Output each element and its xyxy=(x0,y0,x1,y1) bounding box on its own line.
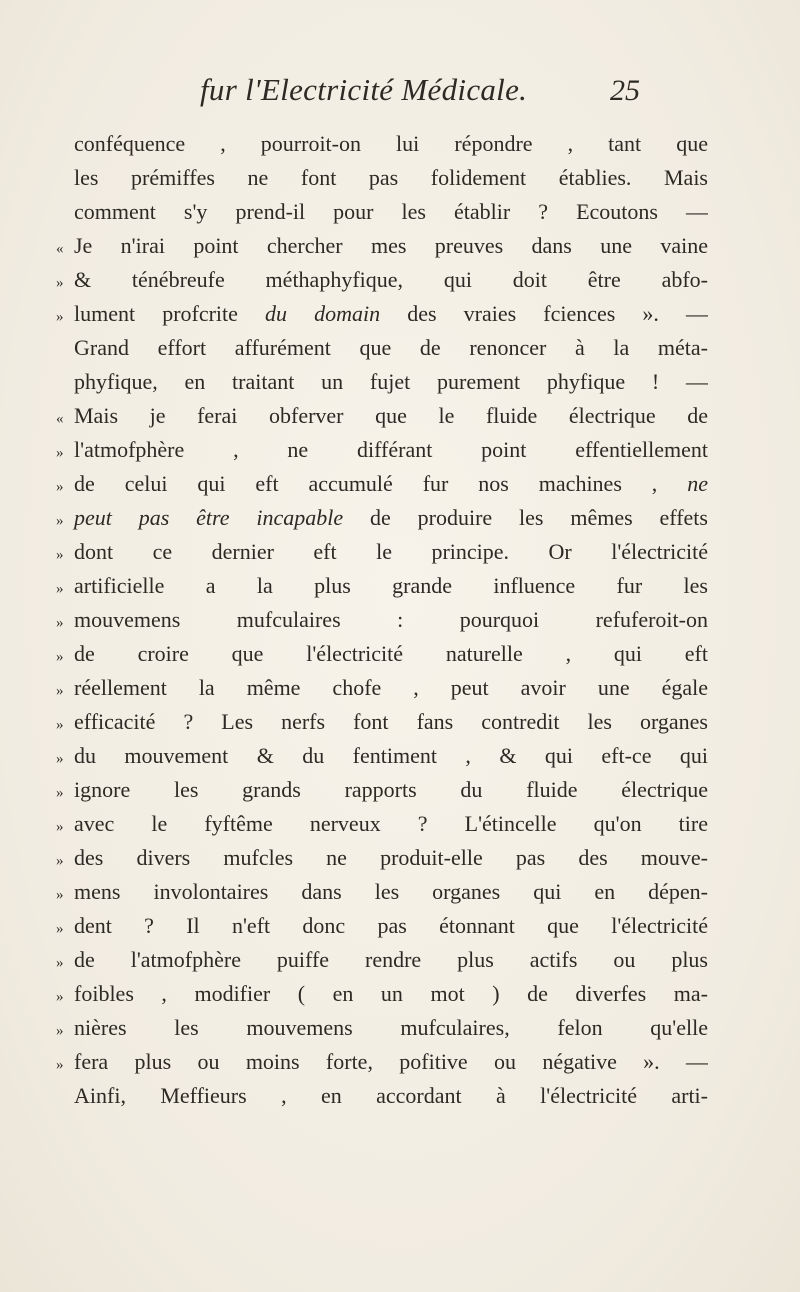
body-text xyxy=(56,127,708,1113)
quote-mark: » xyxy=(56,615,64,631)
line-text: du mouvement & du fentiment , & qui eft-ce qui xyxy=(74,743,708,768)
text-line xyxy=(56,603,708,637)
italic-text: peut pas être incapable xyxy=(74,505,344,530)
line-text: lument profcrite xyxy=(74,301,266,326)
quote-mark: » xyxy=(56,751,64,767)
line-text: fera plus ou moins forte, pofitive ou négative ». — xyxy=(74,1049,708,1074)
line-text: ignore les grands rapports du fluide électrique xyxy=(74,777,708,802)
line-text: des vraies fciences ». — xyxy=(380,301,708,326)
line-text: artificielle a la plus grande influence fur les xyxy=(74,573,708,598)
quote-mark: » xyxy=(56,819,64,835)
quote-mark: « xyxy=(56,241,64,257)
quote-mark: » xyxy=(56,1057,64,1073)
line-text: de l'atmofphère puiffe rendre plus actifs ou plus xyxy=(74,947,708,972)
line-text: efficacité ? Les nerfs font fans contredit les organes xyxy=(74,709,708,734)
quote-mark: » xyxy=(56,887,64,903)
quote-mark: » xyxy=(56,513,64,529)
text-line xyxy=(56,365,708,399)
line-text: nières les mouvemens mufculaires, felon qu'elle xyxy=(74,1015,708,1040)
quote-mark: » xyxy=(56,955,64,971)
text-line xyxy=(56,161,708,195)
line-text: des divers mufcles ne produit-elle pas des mouve- xyxy=(74,845,708,870)
text-line xyxy=(56,705,708,739)
quote-mark: » xyxy=(56,479,64,495)
text-line xyxy=(56,501,708,535)
quote-mark: » xyxy=(56,445,64,461)
page-number: 25 xyxy=(610,74,640,107)
line-text: de produire les mêmes effets xyxy=(343,505,708,530)
quote-mark: » xyxy=(56,785,64,801)
quote-mark: » xyxy=(56,717,64,733)
text-line xyxy=(56,739,708,773)
quote-mark: » xyxy=(56,683,64,699)
quote-mark: » xyxy=(56,581,64,597)
text-line xyxy=(56,1045,708,1079)
text-line xyxy=(56,195,708,229)
line-text: les prémiffes ne font pas folidement établies. Mais xyxy=(74,165,708,190)
text-line xyxy=(56,1079,708,1113)
quote-mark: » xyxy=(56,275,64,291)
text-line xyxy=(56,229,708,263)
text-line xyxy=(56,331,708,365)
line-text: Ainfi, Meffieurs , en accordant à l'électricité arti- xyxy=(74,1083,708,1108)
text-line xyxy=(56,909,708,943)
quote-mark: « xyxy=(56,411,64,427)
text-line xyxy=(56,875,708,909)
quote-mark: » xyxy=(56,989,64,1005)
quote-mark: » xyxy=(56,1023,64,1039)
text-line xyxy=(56,297,708,331)
line-text: mens involontaires dans les organes qui en dépen- xyxy=(74,879,708,904)
running-head: fur l'Electricité Médicale. xyxy=(200,72,528,107)
text-line xyxy=(56,943,708,977)
text-line xyxy=(56,671,708,705)
text-line xyxy=(56,433,708,467)
quote-mark: » xyxy=(56,921,64,937)
quote-mark: » xyxy=(56,853,64,869)
italic-text: ne xyxy=(687,471,708,496)
line-text: Je n'irai point chercher mes preuves dans une vaine xyxy=(74,233,708,258)
line-text: foibles , modifier ( en un mot ) de diverfes ma- xyxy=(74,981,708,1006)
text-line xyxy=(56,467,708,501)
quote-mark: » xyxy=(56,547,64,563)
line-text: l'atmofphère , ne différant point effentiellement xyxy=(74,437,708,462)
text-line xyxy=(56,263,708,297)
line-text: dont ce dernier eft le principe. Or l'électricité xyxy=(74,539,708,564)
line-text: réellement la même chofe , peut avoir une égale xyxy=(74,675,708,700)
line-text: phyfique, en traitant un fujet purement phyfique ! — xyxy=(74,369,708,394)
line-text: & ténébreufe méthaphyfique, qui doit être abfo- xyxy=(74,267,708,292)
text-line xyxy=(56,535,708,569)
quote-mark: » xyxy=(56,309,64,325)
text-line xyxy=(56,569,708,603)
line-text: avec le fyftême nerveux ? L'étincelle qu'on tire xyxy=(74,811,708,836)
text-line xyxy=(56,399,708,433)
text-line xyxy=(56,807,708,841)
line-text: Grand effort affurément que de renoncer à la méta- xyxy=(74,335,708,360)
line-text: de croire que l'électricité naturelle , qui eft xyxy=(74,641,708,666)
text-line xyxy=(56,841,708,875)
page-header xyxy=(200,72,640,112)
line-text: Mais je ferai obferver que le fluide électrique de xyxy=(74,403,708,428)
quote-mark: » xyxy=(56,649,64,665)
text-line xyxy=(56,127,708,161)
line-text: mouvemens mufculaires : pourquoi refuferoit-on xyxy=(74,607,708,632)
text-line xyxy=(56,1011,708,1045)
line-text: de celui qui eft accumulé fur nos machines , xyxy=(74,471,688,496)
line-text: conféquence , pourroit-on lui répondre , tant que xyxy=(74,131,708,156)
text-line xyxy=(56,773,708,807)
text-line xyxy=(56,977,708,1011)
text-line xyxy=(56,637,708,671)
line-text: comment s'y prend-il pour les établir ? Ecoutons — xyxy=(74,199,708,224)
italic-text: du domain xyxy=(265,301,381,326)
line-text: dent ? Il n'eft donc pas étonnant que l'électricité xyxy=(74,913,708,938)
